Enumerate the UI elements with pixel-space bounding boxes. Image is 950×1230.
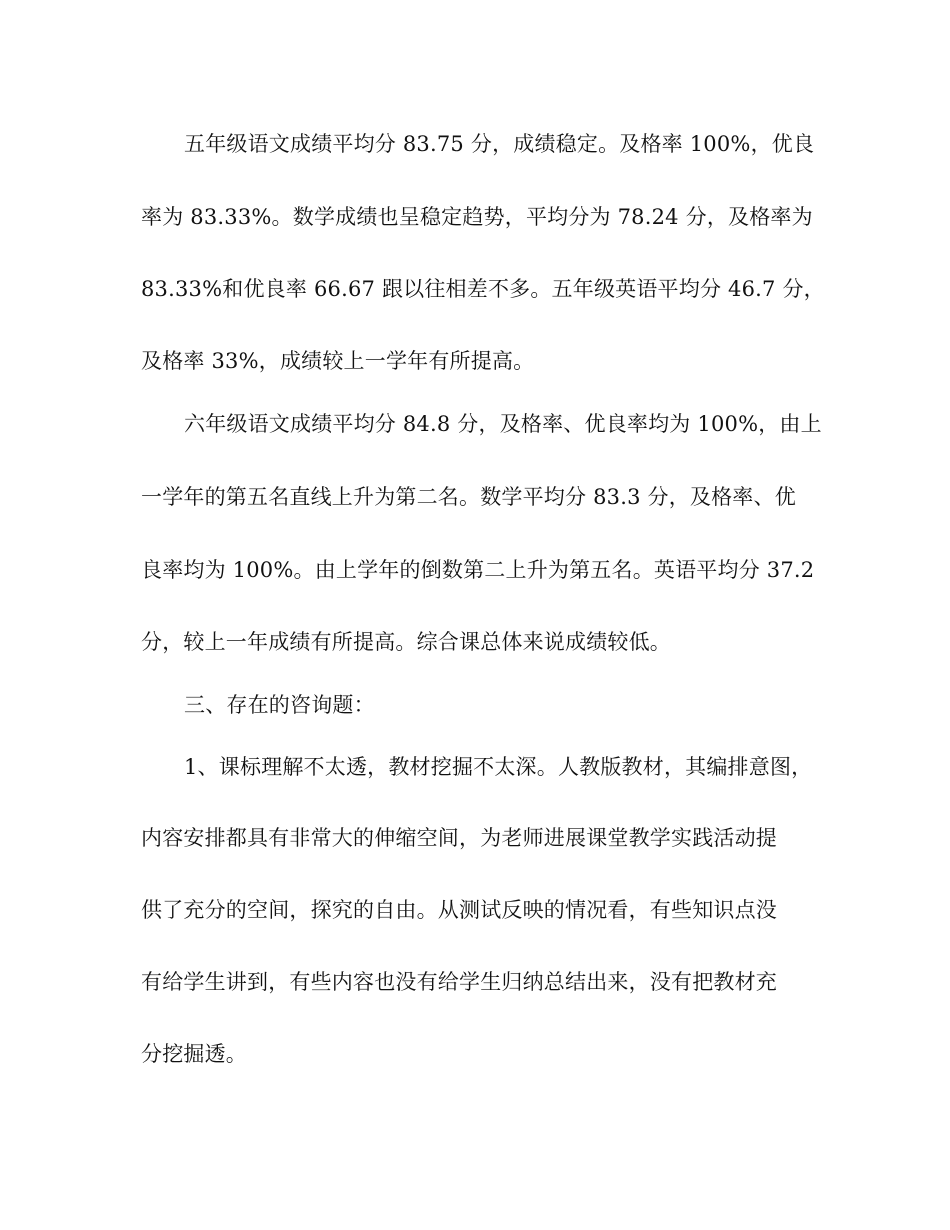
section-heading: 三、存在的咨询题： xyxy=(184,693,375,717)
paragraph-line: 六年级语文成绩平均分 84.8 分，及格率、优良率均为 100%，由上 xyxy=(184,412,822,436)
paragraph-line: 及格率 33%，成绩较上一学年有所提高。 xyxy=(141,349,535,373)
paragraph-line: 率为 83.33%。数学成绩也呈稳定趋势，平均分为 78.24 分，及格率为 xyxy=(141,205,813,229)
paragraph-line: 五年级语文成绩平均分 83.75 分，成绩稳定。及格率 100%，优良 xyxy=(184,132,815,156)
paragraph-line: 分，较上一年成绩有所提高。综合课总体来说成绩较低。 xyxy=(141,630,671,654)
paragraph-line: 有给学生讲到，有些内容也没有给学生归纳总结出来，没有把教材充 xyxy=(141,970,777,994)
paragraph-line: 分挖掘透。 xyxy=(141,1042,247,1066)
paragraph-line: 1、课标理解不太透，教材挖掘不太深。人教版教材，其编排意图， xyxy=(184,755,813,779)
paragraph-line: 良率均为 100%。由上学年的倒数第二上升为第五名。英语平均分 37.2 xyxy=(141,558,815,582)
paragraph-line: 内容安排都具有非常大的伸缩空间，为老师进展课堂教学实践活动提 xyxy=(141,826,777,850)
paragraph-line: 一学年的第五名直线上升为第二名。数学平均分 83.3 分，及格率、优 xyxy=(141,485,796,509)
paragraph-line: 83.33%和优良率 66.67 跟以往相差不多。五年级英语平均分 46.7 分， xyxy=(141,277,825,301)
paragraph-line: 供了充分的空间，探究的自由。从测试反映的情况看，有些知识点没 xyxy=(141,898,777,922)
